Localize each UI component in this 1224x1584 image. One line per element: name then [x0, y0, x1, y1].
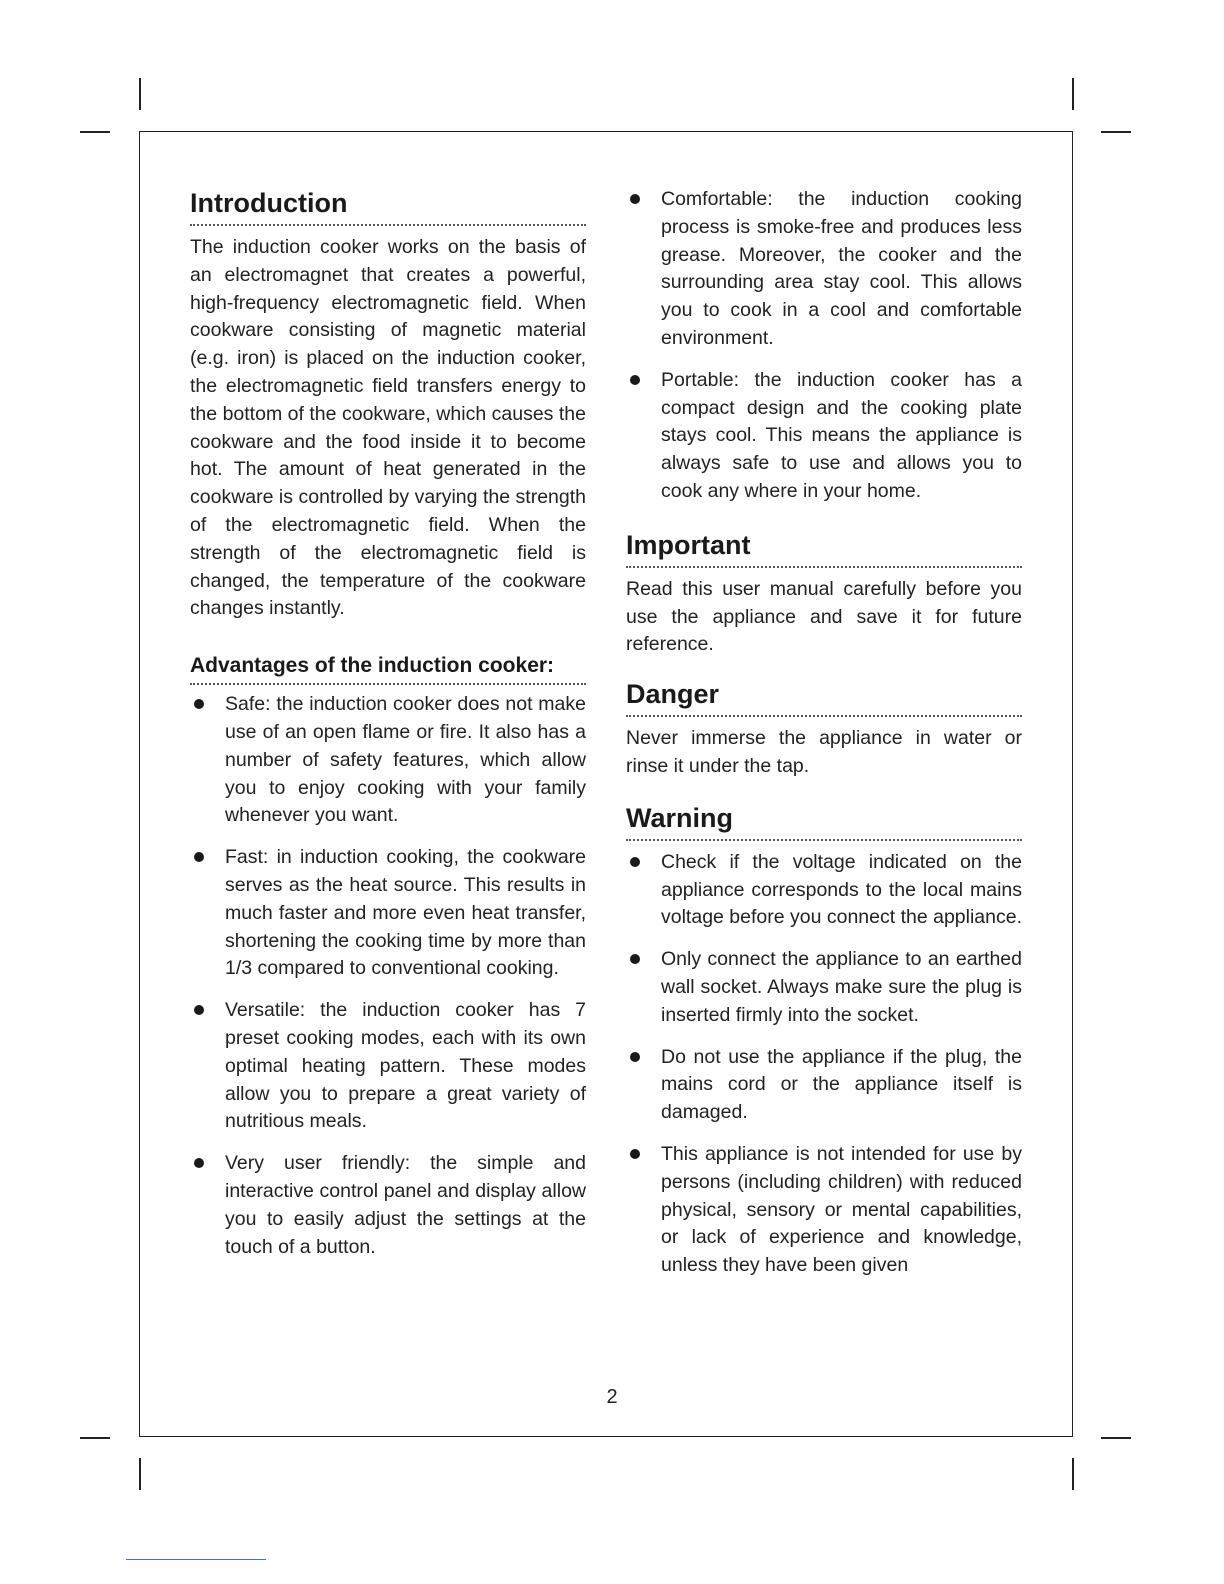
list-item-text: Fast: in induction cooking, the cookware serves as the heat source. This results in much faster and more even heat transfer, shortening the cooking time by more than 1/3 compared to conventional cooking. [225, 846, 586, 980]
bullet-icon [630, 857, 640, 867]
list-item-text: Versatile: the induction cooker has 7 preset cooking modes, each with its own optimal heating pattern. These modes allow you to prepare a great variety of nutritious meals. [225, 999, 586, 1133]
danger-section [626, 679, 1022, 781]
warning-section [626, 803, 1022, 1280]
list-item [626, 1044, 1022, 1127]
introduction-section [190, 188, 586, 623]
advantages-list [190, 691, 586, 1261]
advantages-section [190, 653, 586, 1261]
crop-mark [1072, 78, 1074, 110]
bullet-icon [630, 1149, 640, 1159]
list-item [626, 1141, 1022, 1280]
list-item [626, 367, 1022, 506]
important-body: Read this user manual carefully before you use the appliance and save it for future reference. [626, 577, 1022, 656]
left-column [190, 188, 586, 1261]
list-item [626, 849, 1022, 932]
introduction-heading: Introduction [190, 188, 348, 218]
list-item [626, 946, 1022, 1029]
bullet-icon [194, 852, 204, 862]
crop-mark [1101, 1437, 1131, 1439]
danger-body: Never immerse the appliance in water or rinse it under the tap. [626, 727, 1022, 777]
bullet-icon [194, 1005, 204, 1015]
crop-mark [139, 78, 141, 110]
list-item [190, 997, 586, 1136]
dotted-rule [626, 839, 1022, 841]
list-item-text: Very user friendly: the simple and interactive control panel and display allow you to easily adjust the settings at the touch of a button. [225, 1152, 586, 1258]
list-item-text: Only connect the appliance to an earthed wall socket. Always make sure the plug is inserted firmly into the socket. [661, 948, 1022, 1026]
list-item-text: Comfortable: the induction cooking process is smoke-free and produces less grease. Moreover, the cooker and the surrounding area stay cool. This allows you to cook in a cool and comfortable environment. [661, 188, 1022, 349]
warning-list [626, 849, 1022, 1280]
important-section [626, 530, 1022, 659]
dotted-rule [626, 715, 1022, 717]
crop-mark [1101, 131, 1131, 133]
bullet-icon [630, 194, 640, 204]
important-heading: Important [626, 529, 751, 560]
crop-mark [1072, 1458, 1074, 1490]
bullet-icon [630, 1052, 640, 1062]
bullet-icon [630, 375, 640, 385]
introduction-body: The induction cooker works on the basis of an electromagnet that creates a powerful, high-frequency electromagnetic field. When cookware consisting of magnetic material (e.g. iron) is placed on the induction cooker, the electromagnetic field transfers energy to the bottom of the cookware, which causes the cookware and the food inside it to become hot. The amount of heat generated in the cookware is controlled by varying the strength of the electromagnetic field. When the strength of the electromagnetic field is changed, the temperature of the cookware changes instantly. [190, 236, 586, 620]
crop-mark [80, 131, 110, 133]
bullet-icon [630, 954, 640, 964]
advantages-list-continued [626, 186, 1022, 506]
footer-line [126, 1559, 266, 1560]
dotted-rule [190, 683, 586, 685]
crop-mark [80, 1437, 110, 1439]
warning-heading: Warning [626, 802, 733, 833]
list-item-text: Safe: the induction cooker does not make use of an open flame or fire. It also has a number of safety features, which allow you to enjoy cooking with your family whenever you want. [225, 693, 586, 827]
dotted-rule [626, 566, 1022, 568]
list-item-text: Check if the voltage indicated on the appliance corresponds to the local mains voltage before you connect the appliance. [661, 850, 1023, 929]
list-item [190, 844, 586, 983]
page-number: 2 [606, 1386, 618, 1408]
bullet-icon [194, 1158, 204, 1168]
advantages-heading: Advantages of the induction cooker: [190, 654, 555, 678]
bullet-icon [194, 699, 204, 709]
list-item-text: Do not use the appliance if the plug, the mains cord or the appliance itself is damaged. [661, 1045, 1022, 1124]
list-item [626, 186, 1022, 353]
dotted-rule [190, 224, 586, 226]
right-column [626, 186, 1022, 1280]
list-item [190, 1150, 586, 1261]
list-item [190, 691, 586, 830]
crop-mark [139, 1458, 141, 1490]
list-item-text: Portable: the induction cooker has a compact design and the cooking plate stays cool. This means the appliance is always safe to use and allows you to cook any where in your home. [661, 368, 1022, 502]
danger-heading: Danger [626, 679, 720, 710]
list-item-text: This appliance is not intended for use by persons (including children) with reduced physical, sensory or mental capabilities, or lack of experience and knowledge, unless they have been given [661, 1142, 1022, 1277]
